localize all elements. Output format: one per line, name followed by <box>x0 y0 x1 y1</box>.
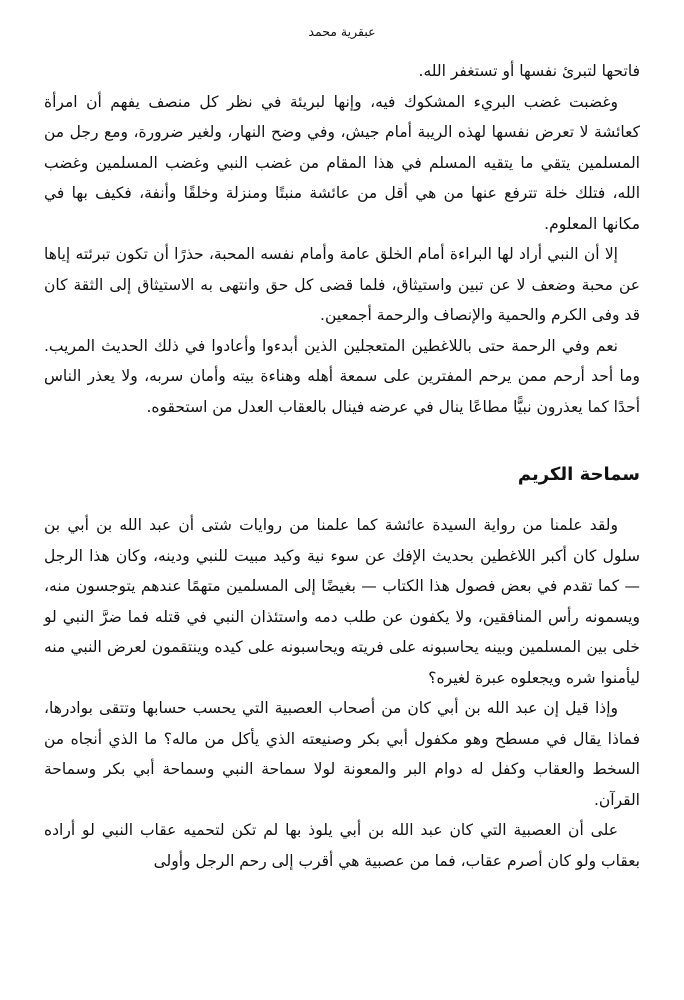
paragraph: ولقد علمنا من رواية السيدة عائشة كما علمنا من روايات شتى أن عبد الله بن أبي بن سلول كان أكبر اللاغطين بحديث الإفك عن سوء نية وكيد مبيت للنبي ودينه، وكان هذا الرجل — كما تقدم في بعض فصول هذا الكتاب — بغيضًا إلى المسلمين متهمًا عندهم يتوجسون منه، ويسمونه رأس المنافقين، ولا يكفون عن طلب دمه واستئذان النبي في قتله فما ضرَّ النبي لو خلى بين المسلمين وبينه يحاسبونه على فريته ويحاسبونه على كيده وينتقمون لعرض النبي منه ليأمنوا شره ويجعلوه عبرة لغيره؟ <box>44 516 640 687</box>
section-heading: سماحة الكريم <box>517 464 640 485</box>
running-header: عبقرية محمد <box>308 24 376 39</box>
paragraph: وإذا قيل إن عبد الله بن أبي كان من أصحاب العصبية التي يحسب حسابها وتتقى بوادرها، فماذا يقال في مسطح وهو مكفول أبي بكر وصنيعته الذي يأكل من ماله؟ ما الذي أنجاه من السخط والعقاب وكفل له دوام البر والمعونة لولا سماحة النبي وسماحة أبي بكر وسماحة القرآن. <box>44 699 640 809</box>
paragraph: فاتحها لتبرئ نفسها أو تستغفر الله. <box>418 62 640 80</box>
paragraph: نعم وفي الرحمة حتى باللاغطين المتعجلين الذين أبدءوا وأعادوا في ذلك الحديث المريب. وما أحد أرحم ممن يرحم المفترين على سمعة أهله وهناءة بيته وأمان سربه، ولا يعذر الناس أحدًا كما يعذرون نبيًّا مطاعًا ينال في عرضه فينال بالعقاب العدل من استحقوه. <box>44 336 640 416</box>
paragraph: وغضبت غضب البريء المشكوك فيه، وإنها لبريئة في نظر كل منصف يفهم أن امرأة كعائشة لا تعرض نفسها لهذه الريبة أمام جيش، وفي وضح النهار، ولغير ضرورة، ومع رجل من المسلمين يتقي ما يتقيه المسلم في هذا المقام من غضب النبي وغضب المسلمين وغضب الله، فتلك خلة تترفع عنها من هي أقل من عائشة منبتًا ومنزلة وخلقًا وأنفة، فكيف بها في مكانها المعلوم. <box>44 92 640 233</box>
paragraph: إلا أن النبي أراد لها البراءة أمام الخلق عامة وأمام نفسه المحبة، حذرًا أن تكون تبرئته إياها عن محبة وضعف لا عن تبين واستيثاق، فلما قضى كل حق وانتهى به الاستيثاق إلى الثقة كان قد وفى الكرم والحمية والإنصاف والرحمة أجمعين. <box>44 245 640 324</box>
paragraph: على أن العصبية التي كان عبد الله بن أبي يلوذ بها لم تكن لتحميه عقاب النبي لو أراده بعقاب ولو كان أصرم عقاب، فما من عصبية هي أقرب إلى رحم الرجل وأولى <box>44 821 640 870</box>
